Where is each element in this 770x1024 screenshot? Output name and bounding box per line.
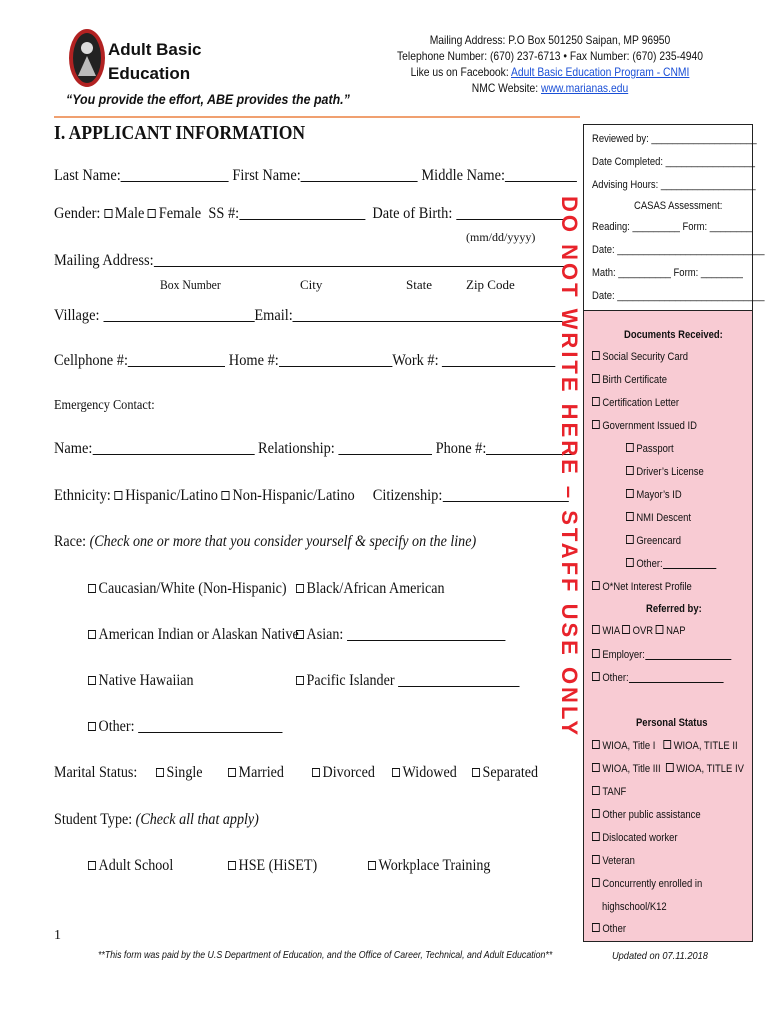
cert-letter-checkbox[interactable] [592,397,600,406]
race-asian [296,626,505,644]
ethnicity-label: Ethnicity: [54,487,111,504]
onet-label: O*Net Interest Profile [602,581,692,593]
race-other-checkbox[interactable] [88,722,96,731]
veteran-checkbox[interactable] [592,855,600,864]
emergency-name-label: Name: [54,440,93,457]
marital-label: Marital Status: [54,764,138,781]
race-row [54,533,476,551]
box-number-label: Box Number [160,277,221,292]
adult-school-checkbox[interactable] [88,861,96,870]
pacific-islander-field[interactable] [398,672,519,687]
citizenship-label: Citizenship: [372,487,443,504]
workplace-checkbox[interactable] [368,861,376,870]
home-label: Home #: [228,352,279,369]
wioa-title1-checkbox[interactable] [592,740,600,749]
social-security-checkbox[interactable] [592,351,600,360]
race-pacific-islander [296,672,519,690]
ethnicity-row [54,487,568,505]
village-row [54,307,563,325]
village-field[interactable] [103,307,254,322]
doc-birth-cert [592,374,667,386]
ovr-checkbox[interactable] [622,625,630,634]
american-indian-label: American Indian or Alaskan Native [98,626,299,643]
asian-field[interactable] [347,626,505,641]
separated-label: Separated [482,764,539,781]
website-link[interactable]: www.marianas.edu [540,81,629,95]
wia-checkbox[interactable] [592,625,600,634]
ovr-label: OVR [632,625,654,637]
gender-label: Gender: [54,205,101,222]
zip-label: Zip Code [466,277,515,292]
org-name-line2: Education [108,64,191,83]
staff-use-vertical-text: DO NOT WRITE HERE – STAFF USE ONLY [557,196,582,739]
student-adult-school [88,857,173,875]
other-public-label: Other public assistance [602,809,701,821]
referral-employer [592,649,731,661]
dislocated-checkbox[interactable] [592,832,600,841]
doc-mayors-id [626,489,682,501]
city-label: City [300,277,323,292]
hispanic-label: Hispanic/Latino [125,487,218,504]
social-security-label: Social Security Card [602,351,689,363]
dob-format-hint: (mm/dd/yyyy) [466,230,536,244]
wioa-title2-checkbox[interactable] [663,740,671,749]
tagline: “You provide the effort, ABE provides the path.” [66,92,350,107]
veteran-label: Veteran [602,855,635,867]
email-field[interactable] [293,307,563,322]
race-other-field[interactable] [138,718,282,733]
hispanic-checkbox[interactable] [114,491,122,500]
adult-school-label: Adult School [98,857,174,874]
home-field[interactable] [279,352,392,367]
doc-cert-letter [592,397,679,409]
abe-logo [68,28,106,88]
doc-drivers-license [626,466,704,478]
relationship-label: Relationship: [257,440,335,457]
website-prefix: NMC Website: [471,81,541,95]
dislocated-label: Dislocated worker [602,832,678,844]
staff-assessment-box [583,124,765,310]
date-completed: Date Completed: _________________ [592,156,756,168]
dob-label: Date of Birth: [372,205,453,222]
emergency-row [54,440,573,458]
black-checkbox[interactable] [296,584,304,593]
doc-other-field[interactable] [663,558,716,569]
divorced-label: Divorced [322,764,375,781]
emergency-contact-label: Emergency Contact: [54,398,155,413]
concurrently-label: Concurrently enrolled in [602,878,703,890]
male-checkbox[interactable] [104,209,112,218]
status-concurrently [592,878,702,890]
header-divider [54,116,580,118]
status-veteran [592,855,635,867]
race-black [296,580,445,598]
doc-gov-id [592,420,697,432]
middle-name-label: Middle Name: [421,167,505,184]
marital-widowed [392,764,457,782]
facebook-info [361,64,739,80]
married-label: Married [238,764,284,781]
middle-name-field[interactable] [505,167,577,182]
divorced-checkbox[interactable] [312,768,320,777]
casas-assessment: CASAS Assessment: [634,200,723,212]
mailing-address-field[interactable] [154,252,568,267]
greencard-checkbox[interactable] [626,535,634,544]
student-type-instructions: (Check all that apply) [135,811,259,828]
referral-other-checkbox[interactable] [592,672,600,681]
asian-label: Asian: [306,626,344,643]
doc-passport [626,443,674,455]
male-label: Male [114,205,145,222]
american-indian-checkbox[interactable] [88,630,96,639]
staff-documents-box [583,310,753,942]
hse-label: HSE (HiSET) [238,857,318,874]
wioa-title3-checkbox[interactable] [592,763,600,772]
gov-id-label: Government Issued ID [602,420,697,432]
math-form: Math: __________ Form: ________ [592,267,743,279]
wioa-title1-label: WIOA, Title I [602,740,656,752]
cellphone-field[interactable] [128,352,225,367]
doc-other [626,558,716,570]
student-type-label: Student Type: [54,811,133,828]
mayors-id-checkbox[interactable] [626,489,634,498]
first-name-field[interactable] [301,167,418,182]
work-label: Work #: [392,352,439,369]
doc-social-security [592,351,688,363]
onet-checkbox[interactable] [592,581,600,590]
mailing-address-label: Mailing Address: [54,252,154,269]
website-info [361,80,739,96]
non-hispanic-checkbox[interactable] [222,491,230,500]
status-other [592,923,626,935]
documents-received-heading: Documents Received: [624,329,723,341]
emergency-name-field[interactable] [92,440,254,455]
concurrently-checkbox[interactable] [592,878,600,887]
gov-id-checkbox[interactable] [592,420,600,429]
birth-cert-checkbox[interactable] [592,374,600,383]
female-label: Female [158,205,202,222]
drivers-license-checkbox[interactable] [626,466,634,475]
phone-row [54,352,556,370]
hse-checkbox[interactable] [228,861,236,870]
facebook-prefix: Like us on Facebook: [410,65,512,79]
cellphone-label: Cellphone #: [54,352,128,369]
status-dislocated [592,832,678,844]
employer-field[interactable] [645,649,731,660]
status-other-checkbox[interactable] [592,923,600,932]
citizenship-field[interactable] [442,487,568,502]
doc-greencard [626,535,681,547]
native-hawaiian-label: Native Hawaiian [98,672,194,689]
state-label: State [406,277,432,292]
status-wioa-3-4 [592,763,744,775]
last-name-field[interactable] [121,167,229,182]
doc-onet [592,581,692,593]
village-label: Village: [54,307,100,324]
employer-label: Employer: [602,649,645,661]
native-hawaiian-checkbox[interactable] [88,676,96,685]
caucasian-checkbox[interactable] [88,584,96,593]
single-checkbox[interactable] [156,768,164,777]
married-checkbox[interactable] [228,768,236,777]
student-type-row [54,811,259,829]
reviewed-by: Reviewed by: ____________________ [592,133,757,145]
pacific-islander-checkbox[interactable] [296,676,304,685]
marital-divorced [312,764,375,782]
last-name-label: Last Name: [54,167,121,184]
doc-nmi-descent [626,512,691,524]
asian-checkbox[interactable] [296,630,304,639]
marital-separated [472,764,538,782]
nmi-descent-label: NMI Descent [636,512,691,524]
race-other [88,718,282,736]
funding-note: **This form was paid by the U.S Department of Education, and the Office of Career, Technical, and Adult Education** [98,950,553,961]
wioa-title4-checkbox[interactable] [666,763,674,772]
ss-field[interactable] [239,205,365,220]
name-row [54,167,577,185]
facebook-link[interactable]: Adult Basic Education Program - CNMI [511,65,690,79]
separated-checkbox[interactable] [472,768,480,777]
status-concurrently-line2: highschool/K12 [602,901,667,913]
wia-label: WIA [602,625,620,637]
nmi-descent-checkbox[interactable] [626,512,634,521]
race-instructions: (Check one or more that you consider yourself & specify on the line) [89,533,477,550]
race-native-hawaiian [88,672,194,690]
mailing-row [54,252,568,270]
gender-row [54,205,564,223]
caucasian-label: Caucasian/White (Non-Hispanic) [98,580,287,597]
wioa-title2-label: WIOA, TITLE II [673,740,738,752]
race-other-label: Other: [98,718,135,735]
student-workplace [368,857,490,875]
page-number: 1 [54,928,61,943]
personal-status-heading: Personal Status [636,717,708,729]
referral-agencies [592,625,686,637]
single-label: Single [166,764,203,781]
other-public-checkbox[interactable] [592,809,600,818]
emergency-phone-label: Phone #: [435,440,487,457]
reading-date: Date: ____________________________ [592,244,765,256]
cert-letter-label: Certification Letter [602,397,680,409]
referral-other [592,672,723,684]
status-other-public [592,809,701,821]
referred-by-heading: Referred by: [646,603,702,615]
black-label: Black/African American [306,580,445,597]
status-wioa-1-2 [592,740,738,752]
widowed-checkbox[interactable] [392,768,400,777]
doc-other-label: Other: [636,558,663,570]
widowed-label: Widowed [402,764,457,781]
org-name-line1: Adult Basic [108,40,202,59]
workplace-label: Workplace Training [378,857,491,874]
nap-checkbox[interactable] [656,625,664,634]
birth-cert-label: Birth Certificate [602,374,667,386]
passport-checkbox[interactable] [626,443,634,452]
reading-form: Reading: _________ Form: ________ [592,221,752,233]
race-american-indian [88,626,299,644]
ss-label: SS #: [208,205,240,222]
status-tanf [592,786,626,798]
status-other-label: Other [602,923,626,935]
race-caucasian [88,580,287,598]
pacific-islander-label: Pacific Islander [306,672,395,689]
marital-single [156,764,203,782]
mailing-address-info: Mailing Address: P.O Box 501250 Saipan, MP 96950 [429,33,671,47]
nap-label: NAP [666,625,686,637]
tanf-checkbox[interactable] [592,786,600,795]
mayors-id-label: Mayor’s ID [636,489,682,501]
dob-field[interactable] [456,205,564,220]
referral-other-field[interactable] [629,672,724,683]
greencard-label: Greencard [636,535,682,547]
marital-married [228,764,284,782]
drivers-license-label: Driver’s License [636,466,704,478]
doc-other-checkbox[interactable] [626,558,634,567]
passport-label: Passport [636,443,674,455]
wioa-title4-label: WIOA, TITLE IV [676,763,744,775]
first-name-label: First Name: [232,167,301,184]
referral-other-label: Other: [602,672,629,684]
advising-hours: Advising Hours: __________________ [592,179,756,191]
updated-date: Updated on 07.11.2018 [612,950,708,962]
employer-checkbox[interactable] [592,649,600,658]
contact-block [330,32,770,96]
student-hse [228,857,317,875]
tanf-label: TANF [602,786,627,798]
non-hispanic-label: Non-Hispanic/Latino [232,487,355,504]
staff-use-panel [583,124,765,942]
phone-fax-info: Telephone Number: (670) 237-6713 • Fax Number: (670) 235-4940 [397,49,703,63]
email-label: Email: [254,307,293,324]
relationship-field[interactable] [338,440,432,455]
wioa-title3-label: WIOA, Title III [602,763,661,775]
math-date: Date: ____________________________ [592,290,765,302]
female-checkbox[interactable] [148,209,156,218]
org-name [108,38,202,86]
race-label: Race: [54,533,87,550]
work-field[interactable] [442,352,555,367]
section-title: I. APPLICANT INFORMATION [54,122,306,144]
